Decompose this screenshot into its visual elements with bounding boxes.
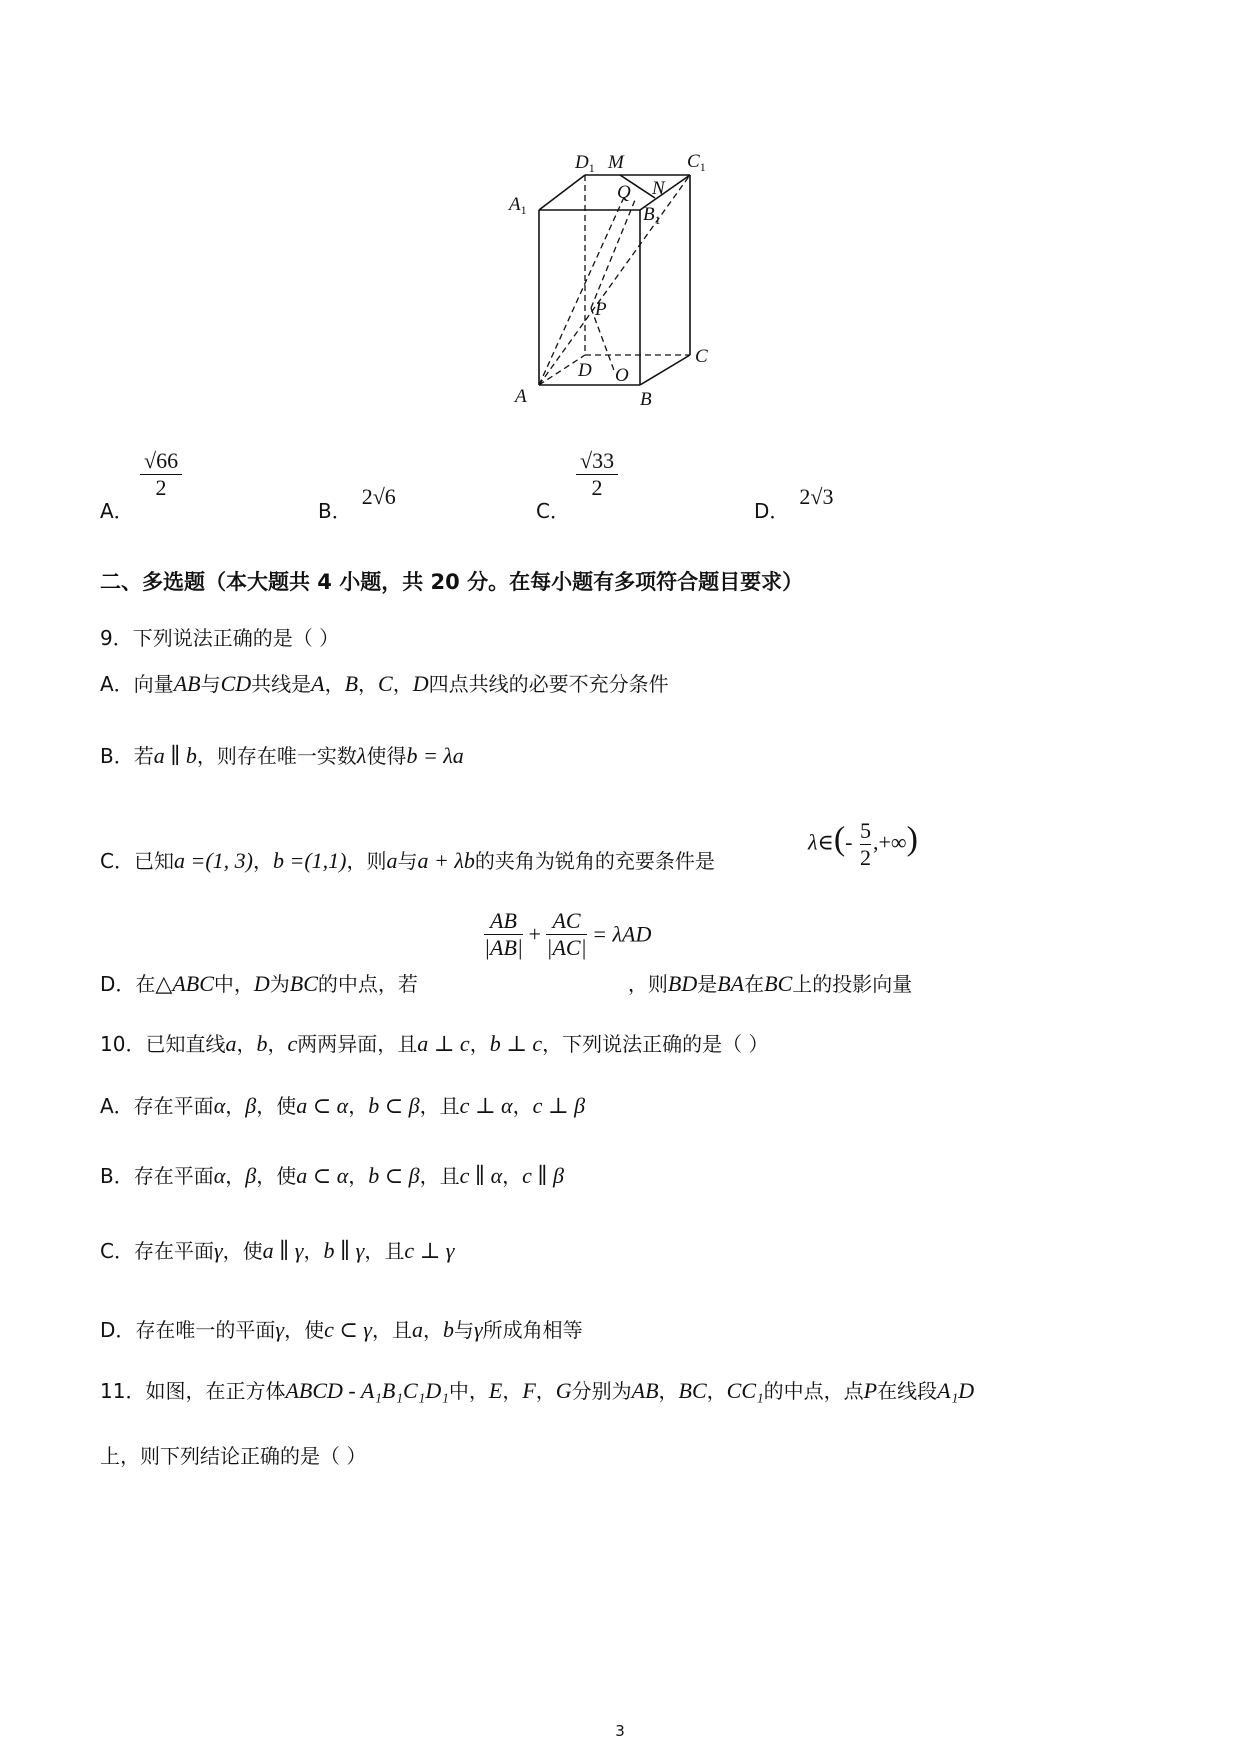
label-b1: B (643, 204, 655, 225)
label-a1: A (509, 194, 521, 215)
label-o: O (615, 365, 629, 386)
q10-option-c: C．存在平面γ，使a ∥ γ，b ∥ γ，且c ⊥ γ (100, 1238, 455, 1263)
q11-stem: 11．如图，在正方体ABCD - A₁B₁C₁D₁中，E，F，G分别为AB，BC，CC₁的中点，点P在线段A₁D (100, 1378, 975, 1403)
q9-stem: 9．下列说法正确的是（ ） (100, 626, 340, 650)
label-d1: D (575, 152, 589, 173)
svg-text:D1: $D_1$ (575, 152, 595, 175)
q9-option-d-equation: $\frac{AB}{|AB|}$ + $\frac{AC}{|AC|}$ = λAD (484, 908, 652, 960)
q9-option-c-interval: λ∈(- $\frac{5}{2}$ ,+∞) (808, 818, 918, 870)
svg-text:B1: $B_1$ (643, 204, 661, 227)
label-m: M (608, 152, 624, 173)
page-number: 3 (615, 1722, 625, 1740)
q10-option-d: D．存在唯一的平面γ，使c ⊂ γ，且a，b与γ所成角相等 (100, 1317, 583, 1342)
label-n: N (652, 178, 665, 199)
label-b: B (640, 389, 652, 410)
q9-option-c: C．已知a =(1, 3)，b =(1,1)，则a与a + λb的夹角为锐角的充要条件是 (100, 848, 715, 873)
q10-option-b: B．存在平面α，β，使a ⊂ α，b ⊂ β，且c ∥ α，c ∥ β (100, 1163, 565, 1188)
q8-option-c-fraction: √33 2 (576, 448, 618, 501)
prism-diagram (505, 140, 740, 415)
label-q: Q (617, 182, 631, 203)
q8-option-a: A． (100, 499, 134, 523)
svg-text:C1: $C_1$ (687, 151, 706, 174)
q8-option-d: D．2√3 (754, 484, 834, 523)
q8-option-b: B．2√6 (318, 484, 396, 523)
q9-option-b: B．若a ∥ b，则存在唯一实数λ使得b = λa (100, 743, 464, 768)
q11-stem-line2: 上，则下列结论正确的是（ ） (100, 1444, 367, 1468)
svg-text:A1: $A_1$ (509, 194, 527, 217)
label-a: A (515, 386, 527, 407)
q10-stem: 10．已知直线a，b，c两两异面，且a ⊥ c，b ⊥ c，下列说法正确的是（ ） (100, 1031, 769, 1056)
q9-option-d: D．在△ABC中，D为BC的中点，若 ，则BD是BA在BC上的投影向量 (100, 971, 913, 996)
prism-figure (505, 140, 740, 415)
label-c: C (695, 346, 708, 367)
q10-option-a: A．存在平面α，β，使a ⊂ α，b ⊂ β，且c ⊥ α，c ⊥ β (100, 1093, 586, 1118)
label-d: D (578, 360, 592, 381)
q8-option-a-fraction: √66 2 (140, 448, 182, 501)
section-heading: 二、多选题（本大题共 4 小题，共 20 分。在每小题有多项符合题目要求） (100, 570, 804, 594)
label-p: P (595, 299, 607, 320)
label-c1: C (687, 151, 700, 172)
q9-option-a: A．向量AB与CD共线是A，B，C，D四点共线的必要不充分条件 (100, 671, 669, 696)
q8-option-c: C． (536, 499, 570, 523)
